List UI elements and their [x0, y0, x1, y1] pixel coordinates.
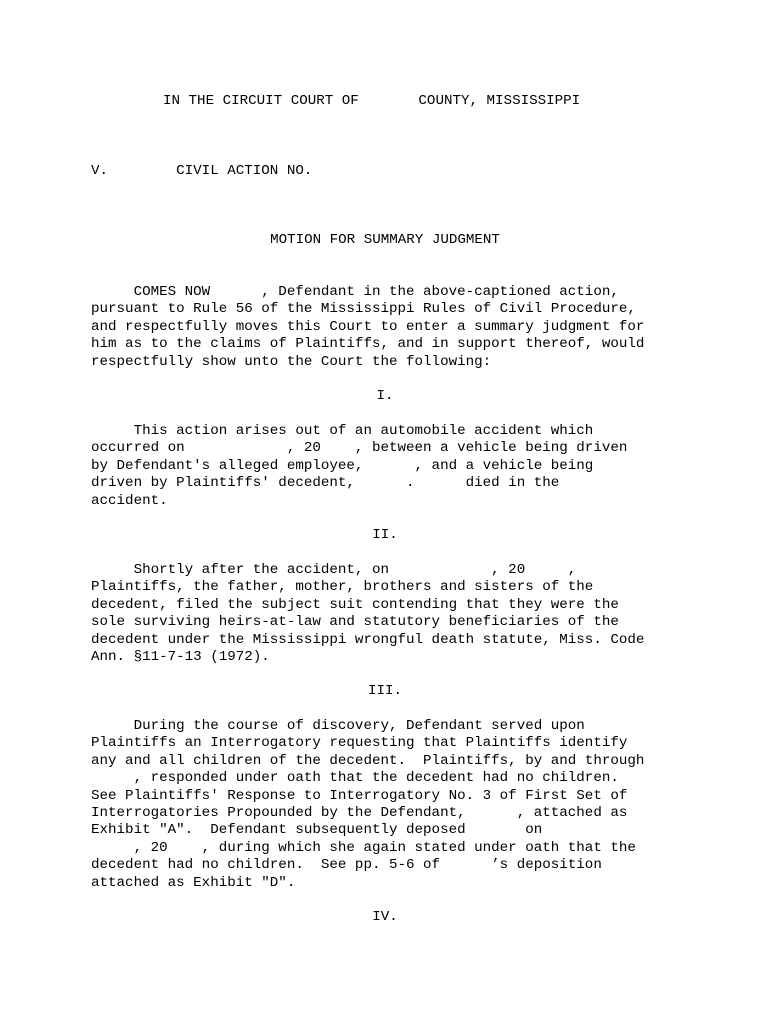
section-3-paragraph	[91, 718, 691, 892]
section-numeral-4: IV.	[372, 909, 398, 925]
paragraph-line: This action arises out of an automobile accident which	[91, 423, 594, 439]
paragraph-line: decedent, filed the subject suit contending that they were the	[91, 596, 619, 613]
paragraph-line: attached as Exhibit "D".	[91, 874, 296, 891]
paragraph-line: pursuant to Rule 56 of the Mississippi Rules of Civil Procedure,	[91, 301, 636, 318]
paragraph-line: During the course of discovery, Defendant served upon	[91, 718, 585, 734]
paragraph-line: respectfully show unto the Court the following:	[91, 353, 492, 370]
paragraph-line: Shortly after the accident, on , 20 ,	[91, 562, 577, 578]
paragraph-line: , 20 , during which she again stated under oath that the	[91, 839, 636, 856]
section-1-paragraph	[91, 423, 691, 510]
paragraph-line: Plaintiffs, the father, mother, brothers and sisters of the	[91, 579, 594, 596]
paragraph-line: Ann. §11-7-13 (1972).	[91, 649, 270, 666]
paragraph-line: him as to the claims of Plaintiffs, and in support thereof, would	[91, 336, 645, 353]
paragraph-line: decedent had no children. See pp. 5-6 of ’s deposition	[91, 857, 602, 874]
paragraph-line: occurred on , 20 , between a vehicle being driven	[91, 440, 628, 457]
paragraph-line: and respectfully moves this Court to enter a summary judgment for	[91, 318, 645, 335]
paragraph-line: any and all children of the decedent. Plaintiffs, by and through	[91, 752, 645, 769]
paragraph-line: accident.	[91, 492, 168, 509]
paragraph-line: decedent under the Mississippi wrongful death statute, Miss. Code	[91, 631, 645, 648]
paragraph-line: sole surviving heirs-at-law and statutory beneficiaries of the	[91, 614, 619, 631]
paragraph-line: Plaintiffs an Interrogatory requesting that Plaintiffs identify	[91, 735, 628, 752]
paragraph-line: driven by Plaintiffs' decedent, . died in the	[91, 475, 560, 492]
paragraph-line: by Defendant's alleged employee, , and a vehicle being	[91, 457, 594, 474]
intro-paragraph	[91, 284, 691, 371]
section-2-paragraph	[91, 562, 691, 666]
section-numeral-2: II.	[372, 527, 398, 543]
document-title: MOTION FOR SUMMARY JUDGMENT	[270, 232, 500, 248]
paragraph-line: See Plaintiffs' Response to Interrogatory No. 3 of First Set of	[91, 787, 628, 804]
paragraph-line: Exhibit "A". Defendant subsequently deposed on	[91, 822, 543, 839]
court-heading: IN THE CIRCUIT COURT OF COUNTY, MISSISSIPPI	[163, 93, 581, 109]
paragraph-line: , responded under oath that the decedent had no children.	[91, 770, 619, 787]
paragraph-line: COMES NOW , Defendant in the above-captioned action,	[91, 284, 619, 300]
section-numeral-3: III.	[367, 683, 403, 699]
section-numeral-1: I.	[376, 388, 394, 404]
paragraph-line: Interrogatories Propounded by the Defendant, , attached as	[91, 805, 628, 822]
case-caption-versus: V. CIVIL ACTION NO.	[91, 163, 313, 179]
